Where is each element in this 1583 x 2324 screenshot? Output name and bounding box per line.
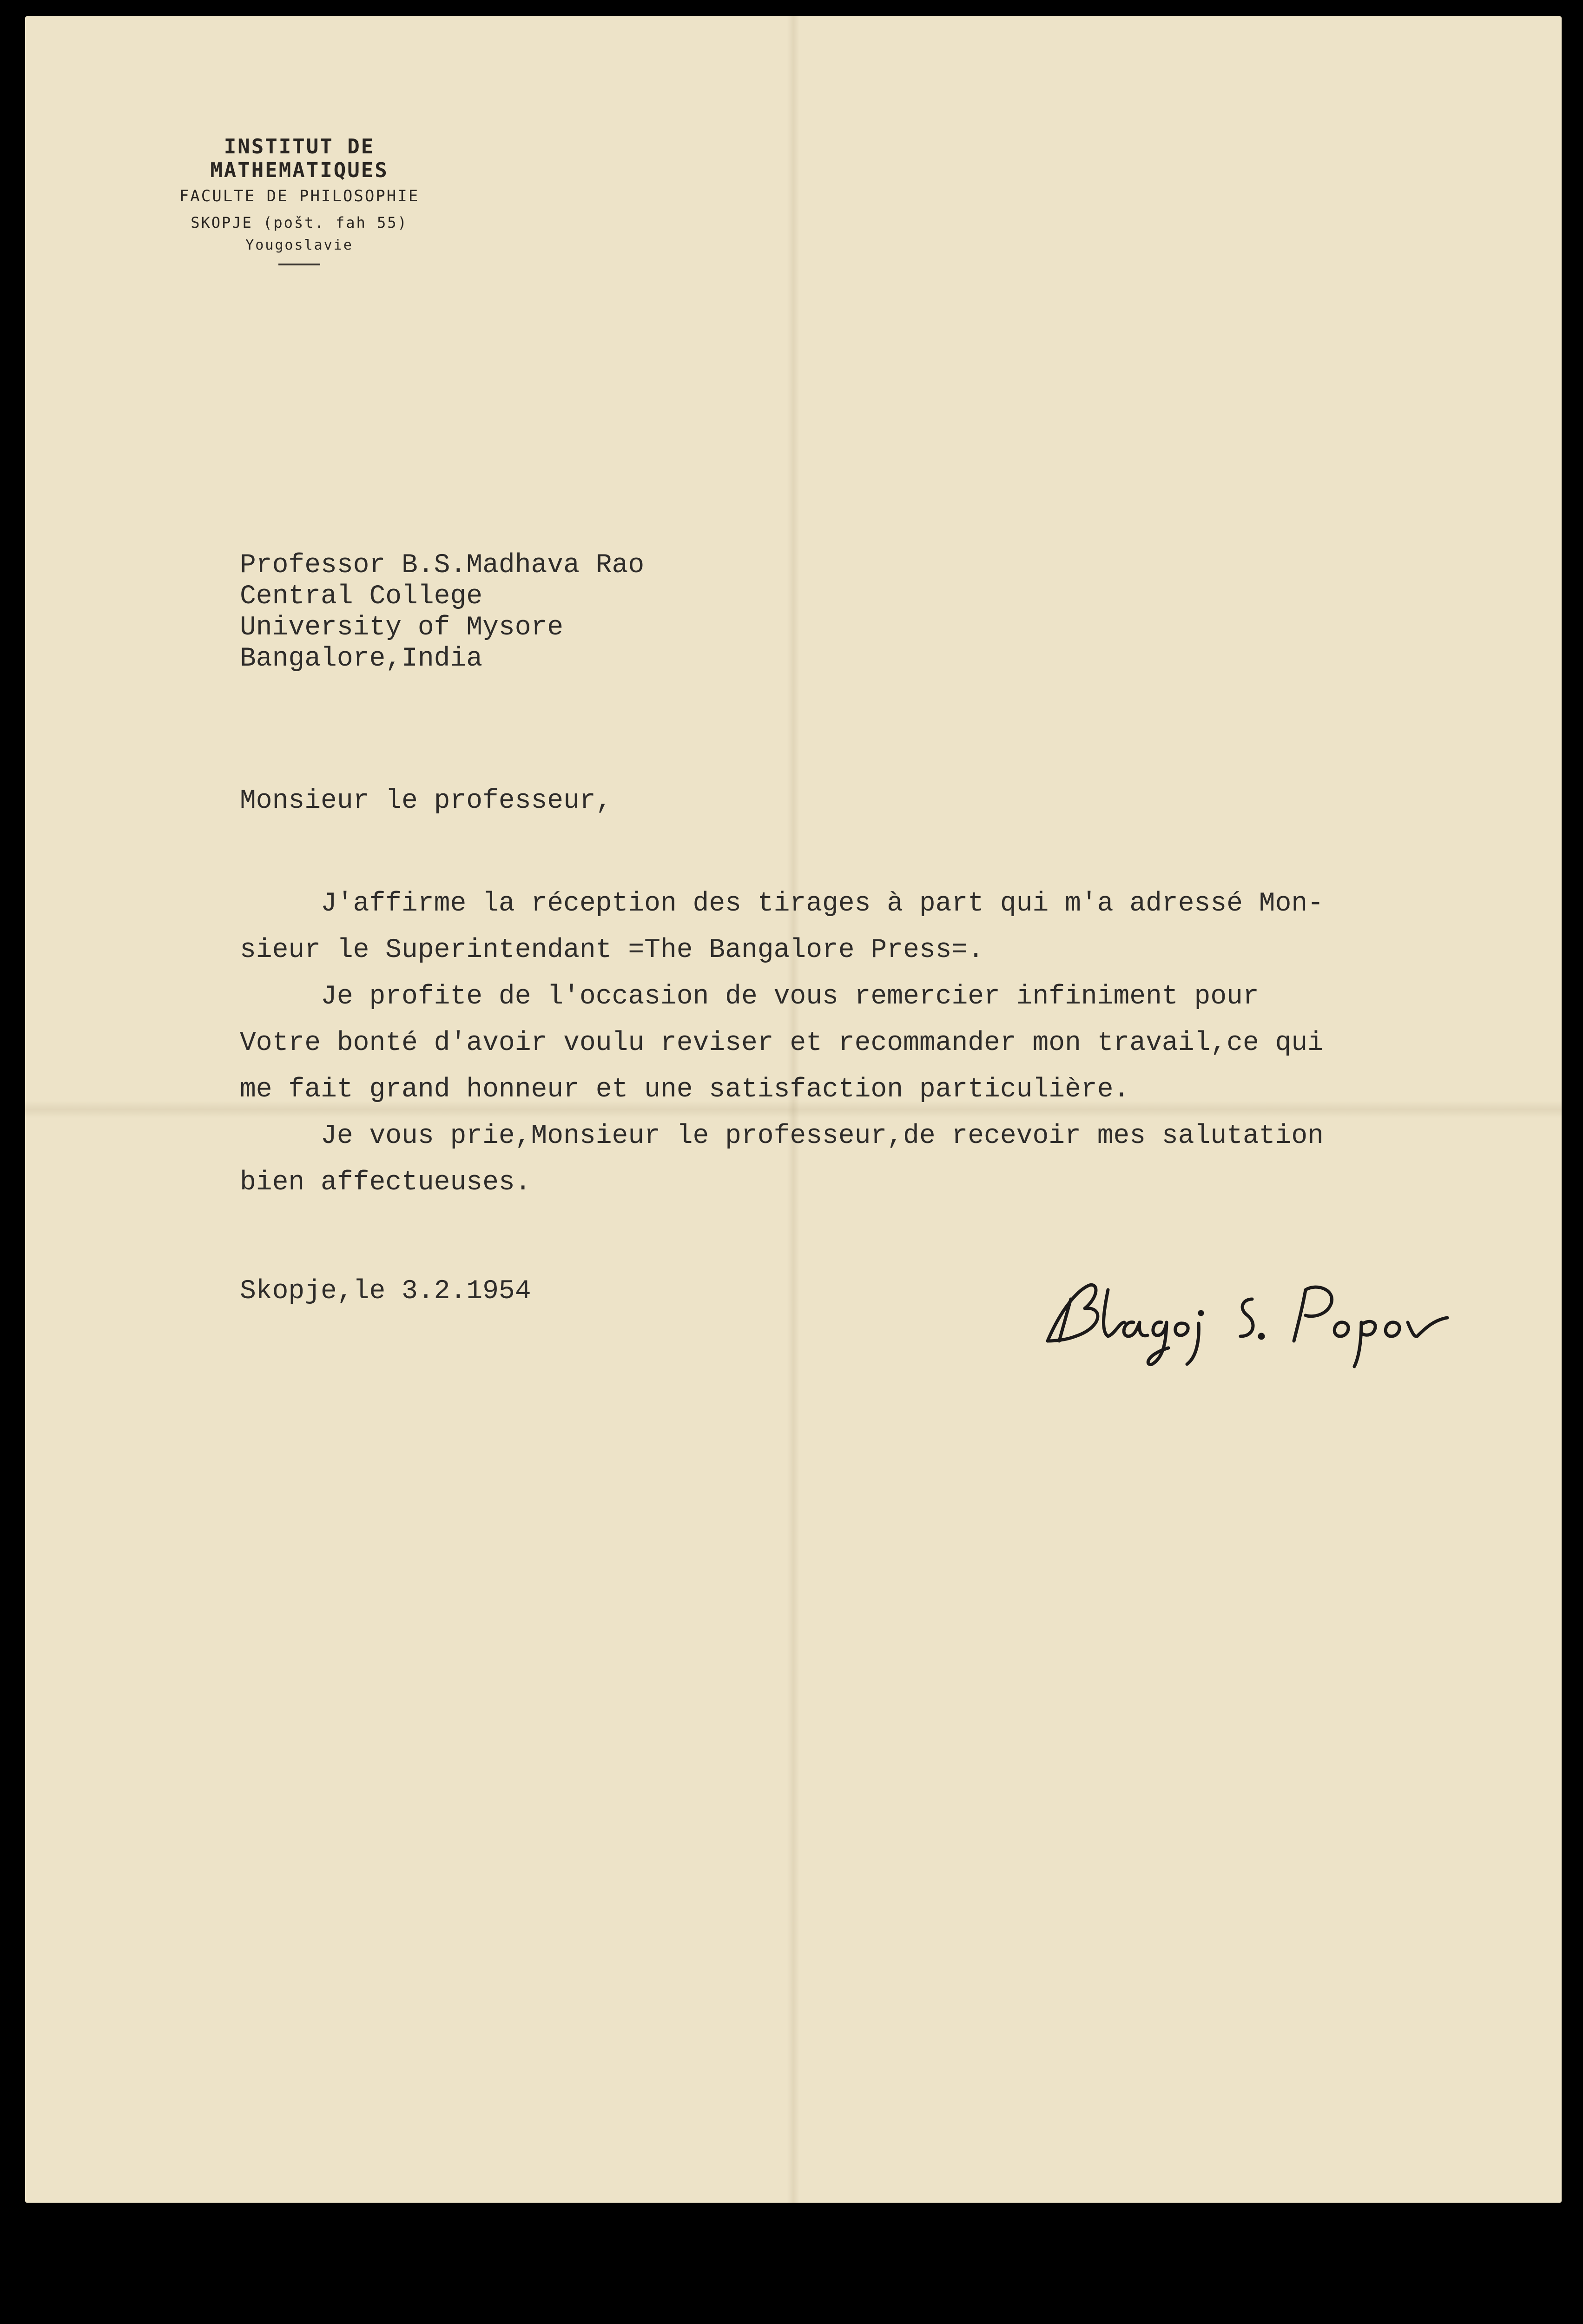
- letterhead-country: Yougoslavie: [245, 237, 353, 253]
- letterhead-rule: [278, 264, 320, 265]
- salutation: Monsieur le professeur,: [240, 786, 612, 816]
- letterhead-city: SKOPJE (pošt. fah 55): [191, 214, 408, 231]
- handwritten-signature: [1034, 1271, 1461, 1378]
- address-line: Professor B.S.Madhava Rao: [240, 550, 645, 581]
- address-line: Bangalore,India: [240, 644, 483, 674]
- body-line: bien affectueuses.: [240, 1168, 531, 1198]
- letterhead-institute: INSTITUT DE MATHEMATIQUES: [210, 135, 389, 182]
- letterhead-faculty: FACULTE DE PHILOSOPHIE: [179, 187, 420, 205]
- address-line: Central College: [240, 581, 483, 612]
- body-line: me fait grand honneur et une satisfaction particulière.: [240, 1075, 1130, 1105]
- address-line: University of Mysore: [240, 613, 564, 643]
- body-line: Votre bonté d'avoir voulu reviser et recommander mon travail,ce qui: [240, 1028, 1324, 1058]
- body-line: Je vous prie,Monsieur le professeur,de recevoir mes salutation: [240, 1121, 1324, 1151]
- letter-body: [240, 881, 1324, 1206]
- body-line: J'affirme la réception des tirages à part qui m'a adressé Mon-: [240, 889, 1324, 919]
- letter-sheet: [25, 16, 1562, 2203]
- letterhead: [151, 135, 448, 265]
- body-line: Je profite de l'occasion de vous remercier infiniment pour: [240, 982, 1259, 1012]
- body-line: sieur le Superintendant =The Bangalore Press=.: [240, 935, 984, 965]
- recipient-address: [240, 550, 644, 674]
- dateline: Skopje,le 3.2.1954: [240, 1276, 531, 1307]
